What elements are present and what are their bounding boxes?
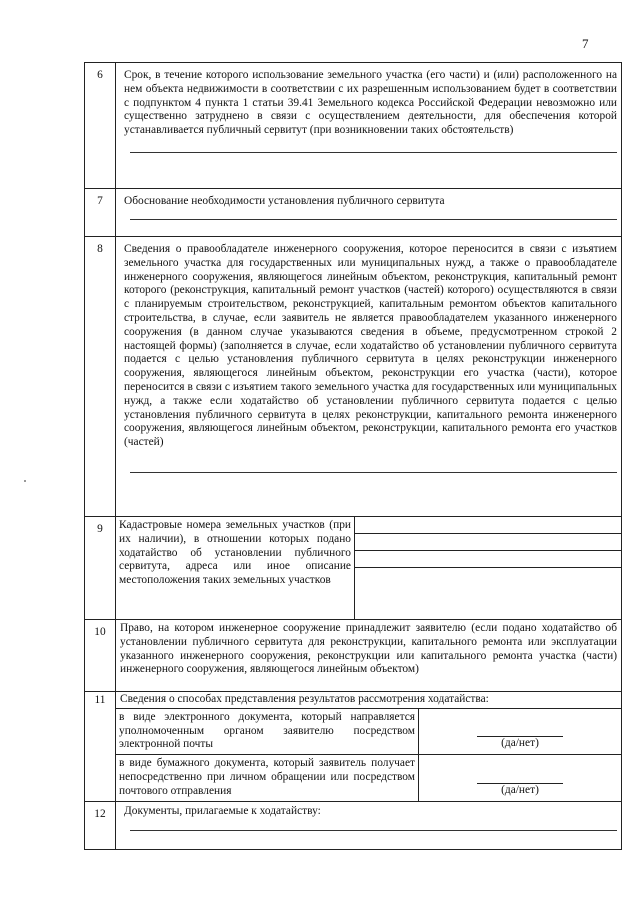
row-number: 11 xyxy=(85,692,116,802)
row-number: 8 xyxy=(85,237,116,517)
row-8-text: Сведения о правообладателе инженерного сооружения, которое переносится в связи с изъятием земельного участка для государственных или муниципальных нужд, а также о правообладателе инженерного сооружения, являющегося линейным объектом, реконструкция, капитальный ремонт которого (реконструкция, капитальный ремонт участков (частей) которого) осуществляются в связи с планируемым строительством, реконструкцией, капитальным ремонтом объектов капитального строительства, в случае, если заявитель не является правообладателем указанного инженерного сооружения (в данном случае указываются сведения в объеме, предусмотренном строкой 2 настоящей формы) (заполняется в случае, если ходатайство об установлении публичного сервитута подается с целью установления публичного сервитута в целях реконструкции инженерного сооружения, являющегося линейным объектом, реконструкции его участка (части), которое переносится в связи с изъятием такого земельного участка для государственных или муниципальных нужд, а также если ходатайство об установлении публичного сервитута подается с целью установления публичного сервитута в целях реконструкции, капитального ремонта инженерного сооружения, являющегося линейным объектом, реконструкции, капитального ремонта его участков (частей) xyxy=(124,243,617,449)
row-12-cell xyxy=(116,801,622,849)
row-9-label-cell xyxy=(116,517,355,619)
cadastral-entry-1[interactable] xyxy=(355,517,621,534)
row-12-fill-line[interactable] xyxy=(130,830,617,831)
row-11-option-paper xyxy=(85,755,622,801)
option-electronic-answer[interactable] xyxy=(419,709,622,754)
row-11-text: Сведения о способах представления результатов рассмотрения ходатайства: xyxy=(120,693,489,705)
row-8-cell xyxy=(116,237,622,517)
row-9-cell xyxy=(116,517,622,620)
cadastral-entry-3[interactable] xyxy=(355,551,621,568)
row-number: 9 xyxy=(85,517,116,620)
row-8 xyxy=(85,237,622,517)
page-number: 7 xyxy=(582,36,589,51)
row-8-fill-line[interactable] xyxy=(130,472,617,473)
row-7 xyxy=(85,189,622,237)
row-6-fill-line[interactable] xyxy=(130,152,617,153)
answer-hint: (да/нет) xyxy=(501,737,539,750)
row-10 xyxy=(85,620,622,692)
row-number: 10 xyxy=(85,620,116,692)
cadastral-entry-2[interactable] xyxy=(355,534,621,551)
row-number: 7 xyxy=(85,189,116,237)
row-number: 12 xyxy=(85,801,116,849)
row-9-entries xyxy=(355,517,622,619)
row-9-text: Кадастровые номера земельных участков (при их наличии), в отношении которых подано ходатайство об установлении публичного сервитута, адреса или иное описание местоположения таких земельных участков xyxy=(119,519,351,587)
option-electronic-label: в виде электронного документа, который направляется уполномоченным органом заявителю посредством электронной почты xyxy=(116,709,419,754)
row-11-heading-cell xyxy=(116,692,622,709)
row-9 xyxy=(85,517,622,620)
row-10-text: Право, на котором инженерное сооружение принадлежит заявителю (если подано ходатайство об установлении публичного сервитута для реконструкции, капитального ремонта или эксплуатации указанного инженерного сооружения, реконструкции или капитального ремонта участка (части) инженерного сооружения, являющегося линейным объектом) xyxy=(120,622,617,676)
row-11 xyxy=(85,692,622,709)
option-paper-answer[interactable] xyxy=(419,755,622,800)
row-6-text: Срок, в течение которого использование земельного участка (его части) и (или) расположенного на нем объекта недвижимости в соответствии с их разрешенным использованием будет в соответствии с подпунктом 4 пункта 1 статьи 39.41 Земельного кодекса Российской Федерации невозможно или существенно затруднено в связи с осуществлением деятельности, для обеспечения которой устанавливается публичный сервитут (при возникновении таких обстоятельств) xyxy=(124,69,617,137)
row-6-cell xyxy=(116,63,622,189)
row-12-text: Документы, прилагаемые к ходатайству: xyxy=(124,804,321,817)
application-form-table xyxy=(84,62,622,850)
row-9-split xyxy=(116,517,621,619)
option-paper-label: в виде бумажного документа, который заявитель получает непосредственно при личном обращении или посредством почтового отправления xyxy=(116,755,419,800)
row-7-text: Обоснование необходимости установления публичного сервитута xyxy=(124,195,445,207)
answer-hint: (да/нет) xyxy=(501,783,539,796)
scan-speck xyxy=(24,480,26,482)
row-number: 6 xyxy=(85,63,116,189)
row-6 xyxy=(85,63,622,189)
row-7-cell xyxy=(116,189,622,237)
row-11-option-electronic xyxy=(85,708,622,754)
row-12 xyxy=(85,801,622,849)
row-7-fill-line[interactable] xyxy=(130,219,617,220)
row-10-cell xyxy=(116,620,622,692)
